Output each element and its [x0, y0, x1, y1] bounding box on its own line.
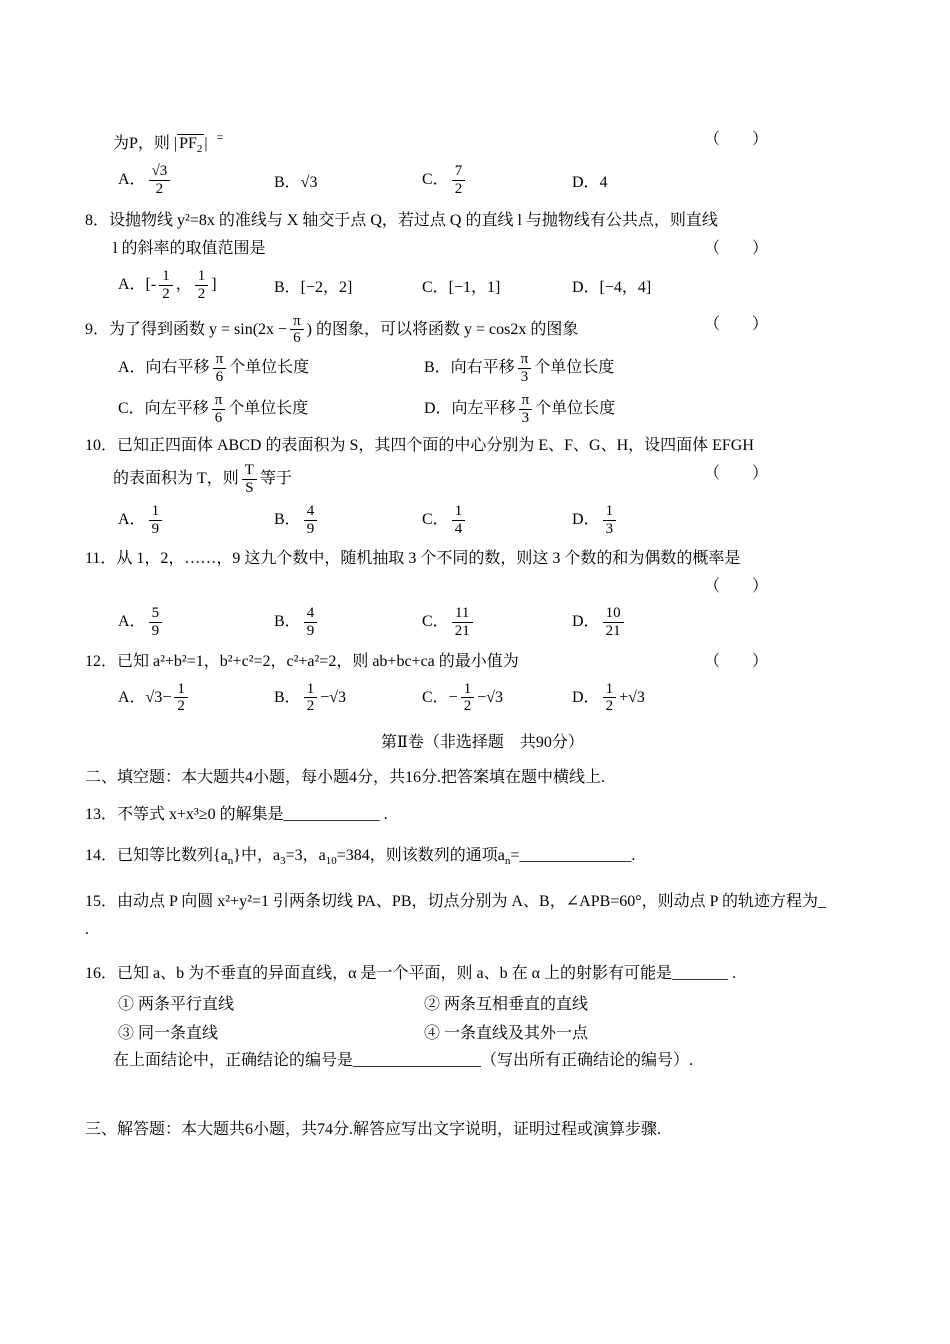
fraction-numerator: √3	[151, 162, 168, 179]
option-c-label: C．	[422, 170, 449, 188]
fraction-denominator: 2	[452, 180, 466, 198]
option-d-text: D．向左平移	[424, 399, 516, 417]
q14-text-2: }中，	[233, 846, 273, 864]
fraction-numerator: 1	[162, 267, 170, 284]
fraction-numerator: 10	[605, 605, 621, 622]
option-a-label: A．	[118, 510, 146, 528]
q16-period: .	[727, 965, 736, 983]
option-a-suffix: 个单位长度	[229, 359, 310, 377]
q14-text-1: 14．已知等比数列{	[85, 846, 221, 864]
q14-period: .	[631, 846, 636, 864]
fraction	[149, 605, 163, 640]
option-d-label: D．	[572, 510, 600, 528]
sequence-term	[497, 846, 511, 867]
option-d	[424, 392, 880, 427]
option-c: C．[−1，1]	[422, 278, 501, 296]
abs-bar-close: |	[204, 135, 208, 152]
fraction	[304, 681, 318, 716]
question-11	[85, 547, 880, 639]
option-c-text: C．向左平移	[118, 399, 209, 417]
q9-text-2: ) 的图象，可以将函数 y = cos2x 的图象	[306, 320, 579, 338]
q10-options	[85, 503, 880, 538]
fraction-numerator: 1	[151, 502, 160, 519]
question-9	[85, 313, 880, 427]
option-a-label: A．[-	[118, 275, 157, 293]
option-b-label: B．	[274, 613, 301, 631]
choice-item-2: ② 两条互相垂直的直线	[424, 996, 589, 1014]
option-d	[572, 681, 880, 716]
option-d	[572, 605, 880, 640]
fraction-denominator: 6	[290, 329, 304, 347]
q14-text-4: =384，	[336, 846, 386, 864]
option-c-label: C．	[422, 510, 449, 528]
option-a-label: A．	[118, 613, 146, 631]
fraction-denominator: 2	[159, 285, 173, 303]
fraction-denominator: 2	[195, 285, 209, 303]
q16-conclusion-line	[85, 1049, 880, 1074]
comma: ，	[175, 275, 192, 293]
fraction-denominator: 2	[149, 180, 171, 198]
q8-options	[85, 268, 880, 303]
option-c-label: C．	[422, 613, 449, 631]
option-b-text: B．向右平移	[424, 359, 515, 377]
q16-conclusion-note: （写出所有正确结论的编号）.	[481, 1052, 694, 1070]
option-b-suffix: −√3	[320, 688, 346, 706]
choice-item-4: ④ 一条直线及其外一点	[424, 1025, 589, 1043]
fraction-denominator: 9	[149, 622, 163, 640]
option-a	[118, 268, 274, 303]
option-a	[118, 351, 424, 386]
q16-items-row2	[85, 1020, 880, 1043]
fraction-numerator: 1	[605, 680, 614, 697]
option-c	[422, 605, 572, 640]
answer-blank: ______________	[519, 846, 632, 864]
q9-options-row2	[85, 392, 880, 427]
fraction-numerator: 4	[306, 502, 315, 519]
abs-bar-open: |	[173, 135, 178, 152]
q9-text-1: 9．为了得到函数 y = sin(2x −	[85, 320, 288, 338]
fraction	[452, 163, 466, 198]
fraction-numerator: π	[293, 312, 301, 329]
fraction-denominator: 6	[212, 409, 226, 427]
option-a	[118, 163, 274, 198]
subscript-3: 3	[280, 854, 286, 867]
var-a: a	[220, 846, 228, 864]
fraction-numerator: 7	[454, 162, 463, 179]
question-8	[85, 209, 880, 302]
answer-blank: ________________	[353, 1052, 482, 1070]
option-c	[422, 681, 572, 716]
fraction	[159, 268, 173, 303]
fraction-numerator: 4	[306, 605, 315, 622]
option-c	[118, 392, 424, 427]
fraction	[213, 351, 227, 386]
q8-line2-text: l 的斜率的取值范围是	[113, 240, 266, 258]
q7-equals-sign: =	[216, 130, 224, 144]
fraction	[519, 392, 533, 427]
var-a: a	[318, 846, 326, 864]
fraction	[174, 681, 188, 716]
fraction-denominator: 21	[603, 622, 624, 640]
fraction-denominator: 2	[304, 697, 318, 715]
fraction	[603, 681, 617, 716]
q7-options	[85, 163, 880, 198]
option-a	[118, 503, 274, 538]
fraction	[452, 605, 473, 640]
q10-line2-pre: 的表面积为 T，则	[113, 470, 239, 488]
q13-text: 13．不等式 x+x³≥0 的解集是	[85, 805, 284, 823]
option-d-label: D．	[572, 613, 600, 631]
q9-options-row1	[85, 351, 880, 386]
q16-conclusion-text: 在上面结论中，正确结论的编号是	[113, 1052, 354, 1070]
answer-bracket: （ ）	[703, 131, 768, 148]
fraction	[452, 503, 466, 538]
fraction-numerator: π	[520, 351, 529, 368]
question-10	[85, 434, 880, 537]
fraction	[149, 503, 163, 538]
var-a: a	[272, 846, 281, 864]
fraction-numerator: 1	[605, 502, 614, 519]
answer-section-header: 三、解答题：本大题共6小题，共74分.解答应写出文字说明，证明过程或演算步骤.	[85, 1120, 662, 1138]
fraction	[461, 681, 475, 716]
fill-in-section-header: 二、填空题：本大题共4小题，每小题4分，共16分.把答案填在题中横线上.	[85, 768, 606, 786]
option-b: B．[−2，2]	[274, 278, 353, 296]
option-d: D．4	[572, 173, 608, 191]
q14-text-5: 则该数列的通项	[385, 846, 498, 864]
q7-stem-line	[85, 128, 880, 157]
option-b-label: B．	[274, 510, 301, 528]
subscript-n: n	[504, 854, 511, 867]
q7-expression	[173, 135, 208, 156]
fraction-numerator: π	[214, 391, 223, 408]
sequence-term	[220, 846, 234, 867]
option-c	[422, 163, 572, 198]
subscript-n: n	[227, 854, 234, 867]
option-b-text: B．	[274, 688, 301, 706]
fraction-numerator: 5	[151, 605, 160, 622]
sequence-term	[318, 846, 337, 867]
q10-line2	[85, 462, 880, 497]
vector-letters: PF	[179, 135, 197, 152]
q11-bracket-line	[85, 575, 880, 599]
fraction-numerator: 1	[454, 502, 463, 519]
sequence-term	[272, 846, 286, 867]
fraction	[149, 163, 171, 198]
fraction-denominator: 21	[452, 622, 473, 640]
var-a: a	[497, 846, 505, 864]
q11-line1: 11．从 1，2，……，9 这九个数中，随机抽取 3 个不同的数，则这 3 个数的和为偶数的概率是	[85, 550, 741, 568]
option-a-label: A．	[118, 170, 146, 188]
fraction	[212, 392, 226, 427]
bracket-close: ]	[211, 275, 217, 293]
answer-bracket: （ ）	[703, 652, 768, 670]
fraction	[242, 462, 257, 497]
option-b	[274, 605, 422, 640]
option-d	[572, 503, 880, 538]
q16-line1	[85, 962, 880, 987]
choice-item-1: ① 两条平行直线	[118, 996, 235, 1014]
fraction	[304, 605, 318, 640]
option-a	[118, 605, 274, 640]
q15-line2: .	[85, 920, 89, 938]
option-a	[118, 681, 274, 716]
q14-text-3: =3，	[285, 846, 319, 864]
fraction	[304, 503, 318, 538]
answer-bracket: （ ）	[703, 315, 768, 333]
q15-line1: 15．由动点 P 向圆 x²+y²=1 引两条切线 PA、PB，切点分别为 A、B，∠APB=60°，则动点 P 的轨迹方程为_	[85, 892, 826, 910]
fraction-denominator: 2	[174, 697, 188, 715]
fraction-numerator: π	[521, 391, 530, 408]
fraction-denominator: 9	[304, 520, 318, 538]
q12-line1	[85, 650, 880, 675]
question-15	[85, 890, 880, 943]
question-13	[85, 803, 880, 828]
fraction-denominator: 3	[518, 368, 532, 386]
answer-bracket: （ ）	[703, 465, 768, 483]
q8-line1: 8．设抛物线 y²=8x 的准线与 X 轴交于点 Q，若过点 Q 的直线 l 与抛物线有公共点，则直线	[85, 212, 718, 230]
option-d: D．[−4，4]	[572, 278, 652, 296]
option-c	[422, 503, 572, 538]
fraction-denominator: 4	[452, 520, 466, 538]
fraction-numerator: 1	[197, 267, 206, 284]
option-c-suffix: −√3	[477, 688, 504, 706]
fraction-denominator: 9	[149, 520, 163, 538]
answer-blank: _______	[671, 965, 728, 983]
option-b-suffix: 个单位长度	[534, 359, 615, 377]
fraction-denominator: 3	[603, 520, 617, 538]
option-b: B．√3	[274, 173, 318, 191]
option-c-suffix: 个单位长度	[228, 399, 309, 417]
answer-blank: ____________	[283, 805, 380, 823]
q16-text: 16．已知 a、b 为不垂直的异面直线，α 是一个平面，则 a、b 在 α 上的射影有可能是	[85, 965, 672, 983]
q11-options	[85, 605, 880, 640]
fraction-numerator: T	[244, 462, 254, 479]
q12-options	[85, 681, 880, 716]
choice-item-3: ③ 同一条直线	[118, 1025, 219, 1043]
fraction-numerator: 11	[454, 605, 470, 622]
section2-title: 第Ⅱ卷（非选择题 共90分）	[381, 734, 584, 752]
vector-overline	[177, 134, 204, 156]
q10-line2-suffix: 等于	[259, 470, 292, 488]
fraction-numerator: π	[215, 351, 224, 368]
fraction-denominator: 2	[461, 697, 475, 715]
question-14	[85, 844, 880, 870]
fraction-denominator: 6	[213, 368, 227, 386]
q16-items-row1	[85, 991, 880, 1014]
fraction-numerator: 1	[306, 680, 315, 697]
option-b	[424, 351, 880, 386]
q13-period: .	[379, 805, 388, 823]
answer-bracket: （ ）	[703, 240, 768, 258]
fraction-numerator: 1	[177, 680, 185, 697]
option-d-suffix: 个单位长度	[535, 399, 616, 417]
fraction	[195, 268, 209, 303]
fraction-denominator: 2	[603, 697, 617, 715]
question-16	[85, 962, 880, 1074]
question-7	[85, 128, 880, 197]
fraction-denominator: 9	[304, 622, 318, 640]
option-b	[274, 503, 422, 538]
fraction	[603, 605, 624, 640]
q7-stem-text: 为P，则	[113, 135, 170, 152]
fraction-denominator: 3	[519, 409, 533, 427]
q12-text: 12．已知 a²+b²=1，b²+c²=2，c²+a²=2，则 ab+bc+ca 的最小值为	[85, 652, 519, 670]
fraction-denominator: S	[242, 479, 257, 497]
answer-bracket: （ ）	[703, 578, 768, 596]
q8-line2	[85, 237, 880, 262]
option-c-text: C．−	[422, 688, 458, 706]
subscript-10: 10	[325, 854, 337, 867]
fraction-numerator: 1	[463, 680, 472, 697]
option-b	[274, 681, 422, 716]
q9-line1	[85, 313, 880, 348]
q10-line1: 10．已知正四面体 ABCD 的表面积为 S，其四个面的中心分别为 E、F、G、H，设四面体 EFGH	[85, 437, 754, 455]
question-12	[85, 650, 880, 715]
fraction	[290, 313, 304, 348]
option-a-text: A．向右平移	[118, 359, 210, 377]
vector-subscript: 2	[196, 143, 203, 156]
option-d-text: D．	[572, 688, 600, 706]
fraction	[518, 351, 532, 386]
option-a-text: A．√3−	[118, 688, 172, 706]
fraction	[603, 503, 617, 538]
option-d-suffix: +√3	[619, 688, 645, 706]
q14-equals: =	[510, 846, 520, 864]
